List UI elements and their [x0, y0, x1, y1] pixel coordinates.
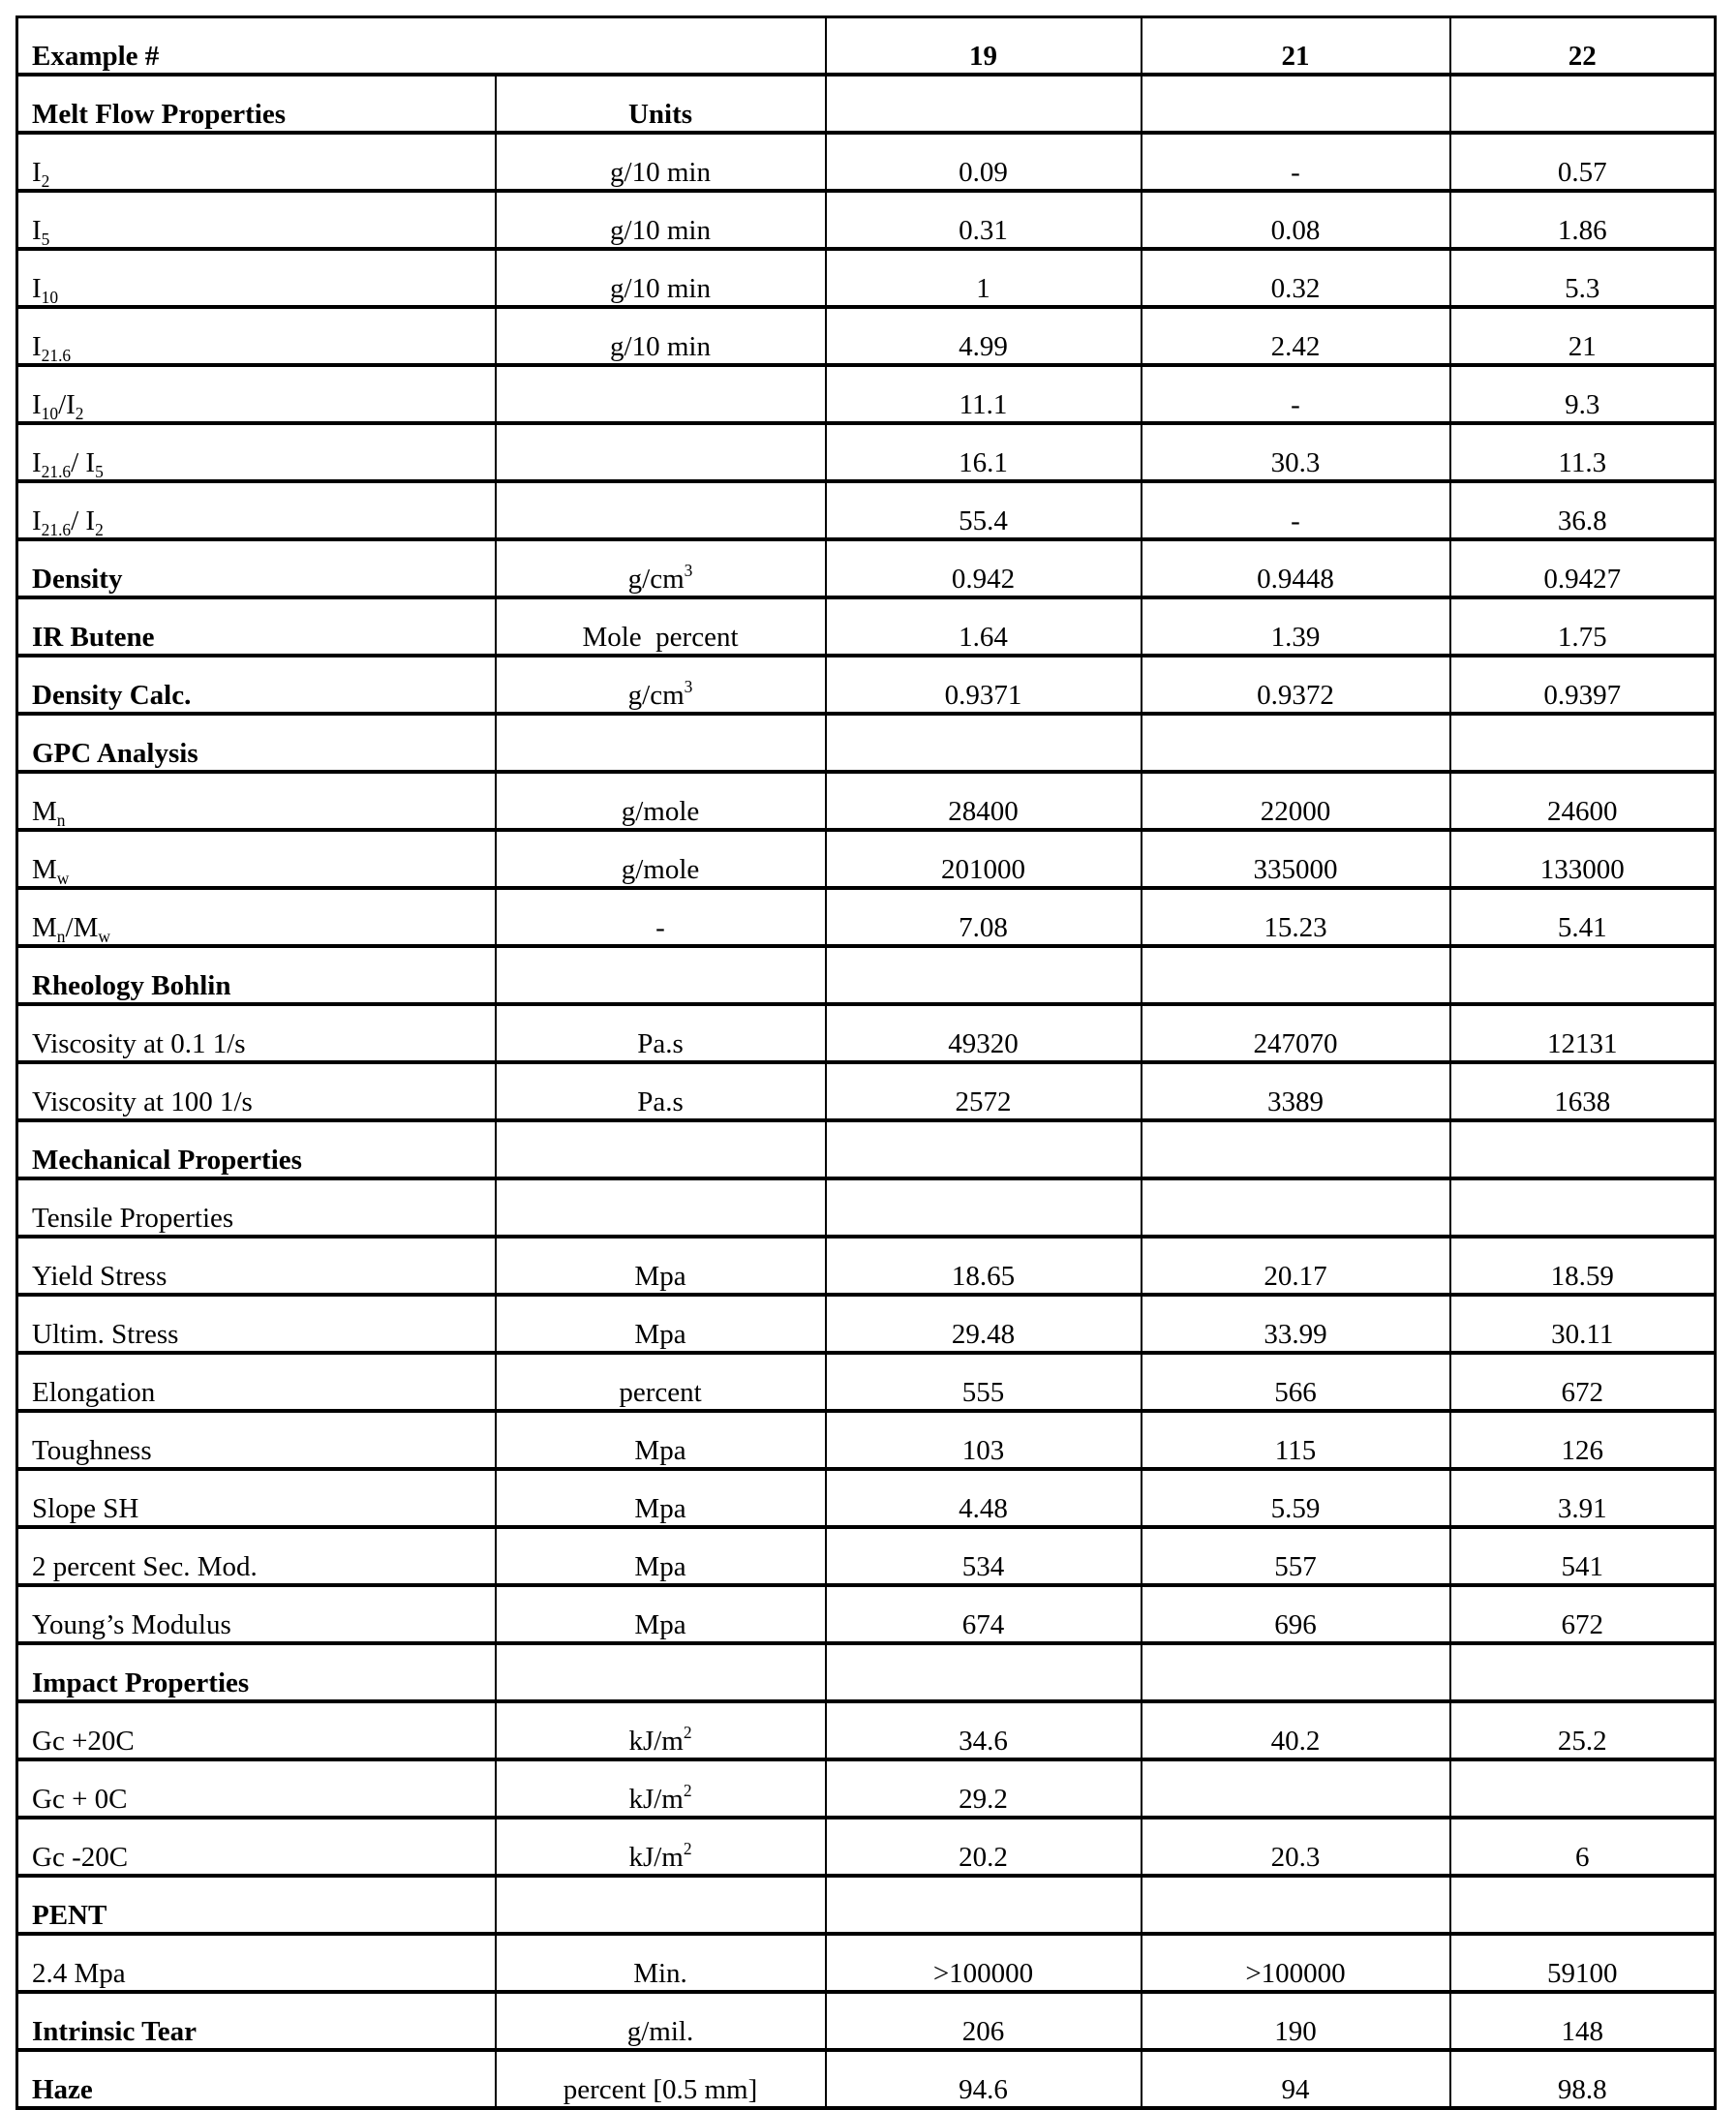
property-label: Gc + 0C — [17, 1759, 496, 1818]
unit-cell: g/10 min — [496, 307, 826, 365]
value-19: 34.6 — [826, 1701, 1142, 1759]
value-19: 7.08 — [826, 888, 1142, 946]
table-row — [17, 1701, 1716, 1759]
property-label: $I_2$ — [17, 133, 496, 191]
value-19: 674 — [826, 1585, 1142, 1643]
value-19: 49320 — [826, 1004, 1142, 1062]
unit-cell: $kJ/m^2$ — [496, 1701, 826, 1759]
property-label: Viscosity at 100 1/s — [17, 1062, 496, 1120]
value-21: - — [1142, 365, 1450, 423]
empty-cell — [496, 1120, 826, 1178]
value-19: 103 — [826, 1411, 1142, 1469]
value-21: 33.99 — [1142, 1295, 1450, 1353]
empty-cell — [826, 1120, 1142, 1178]
empty-cell — [1450, 1643, 1716, 1701]
unit-cell: $g/cm^3$ — [496, 656, 826, 714]
value-22: 133000 — [1450, 830, 1716, 888]
value-21: 0.9448 — [1142, 539, 1450, 597]
empty-cell — [496, 1178, 826, 1237]
value-19: 55.4 — [826, 481, 1142, 539]
value-21 — [1142, 1759, 1450, 1818]
value-21: 247070 — [1142, 1004, 1450, 1062]
section-row-impact — [17, 1643, 1716, 1701]
property-label: Intrinsic Tear — [17, 1992, 496, 2050]
value-22: 9.3 — [1450, 365, 1716, 423]
table-row — [17, 1237, 1716, 1295]
value-22: 672 — [1450, 1353, 1716, 1411]
unit-cell: Pa.s — [496, 1062, 826, 1120]
property-label: $I_{21.6}/$ $I_2$ — [17, 481, 496, 539]
property-label: $M_w$ — [17, 830, 496, 888]
value-21: 40.2 — [1142, 1701, 1450, 1759]
value-21: 0.08 — [1142, 191, 1450, 249]
value-19: 555 — [826, 1353, 1142, 1411]
value-19: 4.99 — [826, 307, 1142, 365]
table-row — [17, 1004, 1716, 1062]
property-label: $I_{10}$ — [17, 249, 496, 307]
value-22: 30.11 — [1450, 1295, 1716, 1353]
example-21-header: 21 — [1142, 17, 1450, 76]
value-22: 0.57 — [1450, 133, 1716, 191]
value-22: 541 — [1450, 1527, 1716, 1585]
unit-cell: g/10 min — [496, 133, 826, 191]
value-21: 696 — [1142, 1585, 1450, 1643]
property-label: $M_n/M_w$ — [17, 888, 496, 946]
value-22: 18.59 — [1450, 1237, 1716, 1295]
table-row — [17, 1411, 1716, 1469]
subsection-row-tensile — [17, 1178, 1716, 1237]
value-21: - — [1142, 133, 1450, 191]
property-label: $I_{21.6}$ — [17, 307, 496, 365]
unit-cell: Mpa — [496, 1237, 826, 1295]
empty-cell — [496, 1876, 826, 1934]
value-19: 29.48 — [826, 1295, 1142, 1353]
section-label: Melt Flow Properties — [17, 75, 496, 133]
value-22: 36.8 — [1450, 481, 1716, 539]
property-label: $I_5$ — [17, 191, 496, 249]
subsection-label: Tensile Properties — [17, 1178, 496, 1237]
value-19: 0.31 — [826, 191, 1142, 249]
properties-table — [15, 15, 1717, 2110]
value-19: 201000 — [826, 830, 1142, 888]
value-22: 672 — [1450, 1585, 1716, 1643]
empty-cell — [826, 714, 1142, 772]
unit-cell: Mpa — [496, 1469, 826, 1527]
value-21: 0.9372 — [1142, 656, 1450, 714]
value-21: 3389 — [1142, 1062, 1450, 1120]
value-22 — [1450, 1759, 1716, 1818]
empty-cell — [1450, 1178, 1716, 1237]
value-19: 18.65 — [826, 1237, 1142, 1295]
property-label: 2 percent Sec. Mod. — [17, 1527, 496, 1585]
value-21: 30.3 — [1142, 423, 1450, 481]
section-label: Mechanical Properties — [17, 1120, 496, 1178]
property-label: Haze — [17, 2050, 496, 2108]
value-21: 22000 — [1142, 772, 1450, 830]
unit-cell: $kJ/m^2$ — [496, 1759, 826, 1818]
empty-cell — [1450, 1876, 1716, 1934]
unit-cell: $g/cm^3$ — [496, 539, 826, 597]
empty-cell — [826, 75, 1142, 133]
value-21: 190 — [1142, 1992, 1450, 2050]
empty-cell — [1142, 1120, 1450, 1178]
header-row — [17, 17, 1716, 76]
property-label: Elongation — [17, 1353, 496, 1411]
value-21: 557 — [1142, 1527, 1450, 1585]
table-row — [17, 423, 1716, 481]
unit-cell: percent [0.5 mm] — [496, 2050, 826, 2108]
unit-cell: Mole percent — [496, 597, 826, 656]
value-21: 335000 — [1142, 830, 1450, 888]
empty-cell — [1142, 75, 1450, 133]
empty-cell — [1142, 1876, 1450, 1934]
empty-cell — [1142, 714, 1450, 772]
empty-cell — [826, 1876, 1142, 1934]
table-row — [17, 1353, 1716, 1411]
value-19: 94.6 — [826, 2050, 1142, 2108]
table-row — [17, 365, 1716, 423]
property-label: Density Calc. — [17, 656, 496, 714]
section-row-rheology — [17, 946, 1716, 1004]
unit-cell — [496, 423, 826, 481]
value-22: 0.9427 — [1450, 539, 1716, 597]
example-19-header: 19 — [826, 17, 1142, 76]
unit-cell: g/mole — [496, 772, 826, 830]
table-row — [17, 1527, 1716, 1585]
property-label: Toughness — [17, 1411, 496, 1469]
value-19: 2572 — [826, 1062, 1142, 1120]
table-row — [17, 249, 1716, 307]
empty-cell — [826, 946, 1142, 1004]
table-row — [17, 1992, 1716, 2050]
table-row — [17, 1759, 1716, 1818]
value-19: 11.1 — [826, 365, 1142, 423]
table-row — [17, 888, 1716, 946]
unit-cell: $kJ/m^2$ — [496, 1818, 826, 1876]
property-label: Gc +20C — [17, 1701, 496, 1759]
value-19: >100000 — [826, 1934, 1142, 1992]
property-label: Slope SH — [17, 1469, 496, 1527]
value-21: 5.59 — [1142, 1469, 1450, 1527]
value-22: 126 — [1450, 1411, 1716, 1469]
value-22: 0.9397 — [1450, 656, 1716, 714]
table-row — [17, 597, 1716, 656]
unit-cell: g/10 min — [496, 249, 826, 307]
property-label: Viscosity at 0.1 1/s — [17, 1004, 496, 1062]
table-row — [17, 656, 1716, 714]
value-19: 0.09 — [826, 133, 1142, 191]
value-19: 16.1 — [826, 423, 1142, 481]
value-21: 20.3 — [1142, 1818, 1450, 1876]
empty-cell — [496, 946, 826, 1004]
empty-cell — [496, 714, 826, 772]
section-row-gpc — [17, 714, 1716, 772]
empty-cell — [1450, 75, 1716, 133]
section-label: PENT — [17, 1876, 496, 1934]
units-header: Units — [496, 75, 826, 133]
unit-cell: g/10 min — [496, 191, 826, 249]
value-22: 148 — [1450, 1992, 1716, 2050]
empty-cell — [1142, 1178, 1450, 1237]
property-label: Gc -20C — [17, 1818, 496, 1876]
table-row — [17, 772, 1716, 830]
value-19: 1.64 — [826, 597, 1142, 656]
value-19: 28400 — [826, 772, 1142, 830]
value-19: 534 — [826, 1527, 1142, 1585]
empty-cell — [1450, 946, 1716, 1004]
section-row-melt-flow — [17, 75, 1716, 133]
property-label: Yield Stress — [17, 1237, 496, 1295]
value-19: 206 — [826, 1992, 1142, 2050]
value-22: 1.86 — [1450, 191, 1716, 249]
property-label: Young’s Modulus — [17, 1585, 496, 1643]
value-21: 15.23 — [1142, 888, 1450, 946]
value-21: 20.17 — [1142, 1237, 1450, 1295]
property-label: $I_{10}/I_2$ — [17, 365, 496, 423]
property-label: $I_{21.6}/$ $I_5$ — [17, 423, 496, 481]
example-header-label: Example # — [17, 17, 826, 76]
unit-cell: Min. — [496, 1934, 826, 1992]
value-21: 115 — [1142, 1411, 1450, 1469]
table-row — [17, 1934, 1716, 1992]
table-row — [17, 1818, 1716, 1876]
unit-cell: Mpa — [496, 1585, 826, 1643]
value-22: 1.75 — [1450, 597, 1716, 656]
table-row — [17, 1295, 1716, 1353]
table-row — [17, 191, 1716, 249]
property-label: Density — [17, 539, 496, 597]
value-19: 20.2 — [826, 1818, 1142, 1876]
unit-cell — [496, 481, 826, 539]
empty-cell — [1450, 1120, 1716, 1178]
value-21: 2.42 — [1142, 307, 1450, 365]
section-row-mechanical — [17, 1120, 1716, 1178]
value-19: 0.942 — [826, 539, 1142, 597]
value-19: 29.2 — [826, 1759, 1142, 1818]
value-22: 21 — [1450, 307, 1716, 365]
table-row — [17, 1469, 1716, 1527]
value-19: 0.9371 — [826, 656, 1142, 714]
table-row — [17, 133, 1716, 191]
section-label: Impact Properties — [17, 1643, 496, 1701]
property-label: 2.4 Mpa — [17, 1934, 496, 1992]
value-22: 1638 — [1450, 1062, 1716, 1120]
example-22-header: 22 — [1450, 17, 1716, 76]
value-22: 5.3 — [1450, 249, 1716, 307]
value-21: 94 — [1142, 2050, 1450, 2108]
value-19: 4.48 — [826, 1469, 1142, 1527]
value-22: 25.2 — [1450, 1701, 1716, 1759]
value-21: >100000 — [1142, 1934, 1450, 1992]
unit-cell — [496, 365, 826, 423]
empty-cell — [496, 1643, 826, 1701]
value-22: 24600 — [1450, 772, 1716, 830]
empty-cell — [826, 1178, 1142, 1237]
table-row — [17, 539, 1716, 597]
value-22: 6 — [1450, 1818, 1716, 1876]
value-22: 5.41 — [1450, 888, 1716, 946]
empty-cell — [826, 1643, 1142, 1701]
section-label: Rheology Bohlin — [17, 946, 496, 1004]
table-row — [17, 307, 1716, 365]
value-22: 98.8 — [1450, 2050, 1716, 2108]
value-21: 566 — [1142, 1353, 1450, 1411]
empty-cell — [1450, 714, 1716, 772]
table-row — [17, 830, 1716, 888]
unit-cell: Mpa — [496, 1295, 826, 1353]
value-21: 1.39 — [1142, 597, 1450, 656]
section-label: GPC Analysis — [17, 714, 496, 772]
value-22: 3.91 — [1450, 1469, 1716, 1527]
unit-cell: - — [496, 888, 826, 946]
value-21: - — [1142, 481, 1450, 539]
empty-cell — [1142, 946, 1450, 1004]
value-22: 59100 — [1450, 1934, 1716, 1992]
property-label: Ultim. Stress — [17, 1295, 496, 1353]
property-label: $M_n$ — [17, 772, 496, 830]
unit-cell: Mpa — [496, 1527, 826, 1585]
unit-cell: g/mil. — [496, 1992, 826, 2050]
table-row — [17, 481, 1716, 539]
unit-cell: Pa.s — [496, 1004, 826, 1062]
unit-cell: Mpa — [496, 1411, 826, 1469]
value-22: 12131 — [1450, 1004, 1716, 1062]
empty-cell — [1142, 1643, 1450, 1701]
value-22: 11.3 — [1450, 423, 1716, 481]
value-21: 0.32 — [1142, 249, 1450, 307]
table-row — [17, 2050, 1716, 2108]
table-row — [17, 1585, 1716, 1643]
value-19: 1 — [826, 249, 1142, 307]
property-label: IR Butene — [17, 597, 496, 656]
table-row — [17, 1062, 1716, 1120]
section-row-pent — [17, 1876, 1716, 1934]
unit-cell: g/mole — [496, 830, 826, 888]
unit-cell: percent — [496, 1353, 826, 1411]
